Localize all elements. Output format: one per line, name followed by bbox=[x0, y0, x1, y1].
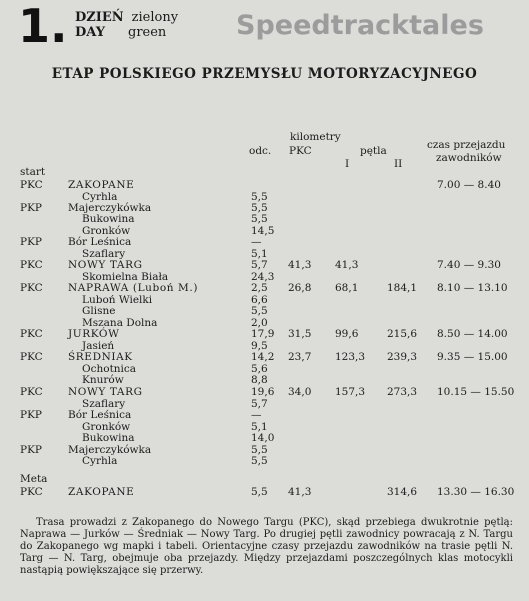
cell-type: PKP bbox=[20, 236, 42, 248]
cell-place: Bór Leśnica bbox=[68, 236, 132, 248]
cell-pkc: 26,8 bbox=[288, 282, 312, 294]
cell-type: PKC bbox=[20, 351, 43, 363]
header-time-1: czas przejazdu bbox=[427, 139, 506, 151]
cell-time: 10.15 — 15.50 bbox=[437, 386, 515, 398]
header-odc: odc. bbox=[249, 145, 272, 157]
cell-place: Mszana Dolna bbox=[82, 317, 158, 329]
cell-p2: 239,3 bbox=[387, 351, 418, 363]
stage-title: ETAP POLSKIEGO PRZEMYSŁU MOTORYZACYJNEGO bbox=[51, 66, 478, 82]
cell-place: Gronków bbox=[82, 421, 131, 433]
table-row bbox=[0, 454, 529, 468]
cell-time: 9.35 — 15.00 bbox=[437, 351, 508, 363]
cell-time: 8.10 — 13.10 bbox=[437, 282, 508, 294]
cell-place: Szaflary bbox=[82, 248, 126, 260]
cell-time: 7.00 — 8.40 bbox=[437, 179, 501, 191]
cell-place: Skomielna Biała bbox=[82, 271, 169, 283]
cell-type: PKC bbox=[20, 282, 43, 294]
cell-odc: 5,1 bbox=[251, 248, 268, 260]
cell-place: Knurów bbox=[82, 374, 124, 386]
cell-place: Bór Leśnica bbox=[68, 409, 132, 421]
cell-time: 7.40 — 9.30 bbox=[437, 259, 501, 271]
cell-odc: 24,3 bbox=[251, 271, 275, 283]
cell-pkc: 41,3 bbox=[288, 486, 312, 498]
cell-place: Bukowina bbox=[82, 213, 135, 225]
cell-odc: 5,5 bbox=[251, 202, 268, 214]
day-label-pl bbox=[75, 10, 178, 25]
brand-watermark: Speedtracktales bbox=[236, 10, 484, 41]
cell-p2: 184,1 bbox=[387, 282, 418, 294]
cell-place: Ochotnica bbox=[82, 363, 137, 375]
cell-odc: 9,5 bbox=[251, 340, 268, 352]
cell-odc: — bbox=[251, 409, 262, 421]
header-time-2: zawodników bbox=[436, 152, 502, 164]
cell-odc: 19,6 bbox=[251, 386, 275, 398]
cell-place: Szaflary bbox=[82, 398, 126, 410]
cell-odc: 6,6 bbox=[251, 294, 268, 306]
cell-p1: 123,3 bbox=[335, 351, 366, 363]
cell-odc: 5,5 bbox=[251, 486, 268, 498]
cell-pkc: 34,0 bbox=[288, 386, 312, 398]
route-note-text: Trasa prowadzi z Zakopanego do Nowego Targu (PKC), skąd przebiega dwukrotnie pętlą: Naprawa — Jurków — Średniak — Nowy Targ. Po drugiej pętli zawodnicy powracają z N. Targu do Zakopanego wg mapki i tabeli. Orientacyjne czasy przejazdu zawodników na trasie pętli N. Targ — N. Targ, obejmuje oba przejazdy. Między przejazdami poszczególnych klas motocykli nastąpią powiększające się przerwy. bbox=[20, 517, 513, 576]
cell-place: JURKÓW bbox=[68, 328, 120, 340]
cell-pkc: 41,3 bbox=[288, 259, 312, 271]
cell-odc: 5,7 bbox=[251, 398, 268, 410]
day-word-pl: DZIEŃ bbox=[75, 10, 124, 25]
cell-odc: 5,5 bbox=[251, 444, 268, 456]
cell-place: ZAKOPANE bbox=[68, 486, 135, 498]
cell-odc: 5,1 bbox=[251, 421, 268, 433]
cell-odc: 5,5 bbox=[251, 191, 268, 203]
cell-place: Majerczykówka bbox=[68, 444, 152, 456]
cell-odc: — bbox=[251, 236, 262, 248]
cell-time: 8.50 — 14.00 bbox=[437, 328, 508, 340]
header-petla: pętla bbox=[360, 145, 387, 157]
cell-place: Bukowina bbox=[82, 432, 135, 444]
cell-odc: 14,5 bbox=[251, 225, 275, 237]
cell-odc: 2,5 bbox=[251, 282, 268, 294]
cell-place: Majerczykówka bbox=[68, 202, 152, 214]
meta-label: Meta bbox=[20, 473, 48, 485]
cell-place: Gronków bbox=[82, 225, 131, 237]
cell-place: NOWY TARG bbox=[68, 259, 143, 271]
table-row bbox=[0, 485, 529, 499]
cell-odc: 14,0 bbox=[251, 432, 275, 444]
route-note bbox=[20, 517, 513, 577]
cell-place: NAPRAWA (Luboń M.) bbox=[68, 282, 199, 294]
cell-p1: 157,3 bbox=[335, 386, 366, 398]
cell-pkc: 31,5 bbox=[288, 328, 312, 340]
cell-odc: 5,5 bbox=[251, 305, 268, 317]
cell-p1: 99,6 bbox=[335, 328, 359, 340]
cell-odc: 8,8 bbox=[251, 374, 268, 386]
cell-place: Cyrhla bbox=[82, 455, 118, 467]
day-color-pl: zielony bbox=[131, 10, 179, 25]
cell-place: Cyrhla bbox=[82, 191, 118, 203]
cell-odc: 14,2 bbox=[251, 351, 275, 363]
cell-place: ŚREDNIAK bbox=[68, 351, 133, 363]
cell-time: 13.30 — 16.30 bbox=[437, 486, 515, 498]
header-kilometry: kilometry bbox=[290, 131, 341, 143]
cell-p1: 68,1 bbox=[335, 282, 359, 294]
day-number: 1. bbox=[18, 0, 68, 53]
header-loop-2: II bbox=[394, 158, 403, 170]
day-color-en: green bbox=[128, 25, 167, 40]
cell-odc: 5,5 bbox=[251, 213, 268, 225]
cell-p1: 41,3 bbox=[335, 259, 359, 271]
cell-type: PKC bbox=[20, 328, 43, 340]
cell-odc: 17,9 bbox=[251, 328, 275, 340]
cell-odc: 5,7 bbox=[251, 259, 268, 271]
cell-p2: 273,3 bbox=[387, 386, 418, 398]
cell-pkc: 23,7 bbox=[288, 351, 312, 363]
cell-odc: 5,6 bbox=[251, 363, 268, 375]
day-label-en bbox=[75, 25, 166, 40]
cell-type: PKP bbox=[20, 202, 42, 214]
cell-p2: 314,6 bbox=[387, 486, 418, 498]
day-word-en: DAY bbox=[75, 25, 105, 40]
cell-odc: 5,5 bbox=[251, 455, 268, 467]
cell-type: PKC bbox=[20, 259, 43, 271]
cell-place: NOWY TARG bbox=[68, 386, 143, 398]
cell-odc: 2,0 bbox=[251, 317, 268, 329]
cell-place: Luboń Wielki bbox=[82, 294, 153, 306]
cell-place: ZAKOPANE bbox=[68, 179, 135, 191]
cell-place: Jasień bbox=[82, 340, 115, 352]
cell-type: PKP bbox=[20, 444, 42, 456]
cell-p2: 215,6 bbox=[387, 328, 418, 340]
cell-type: PKP bbox=[20, 409, 42, 421]
header-loop-1: I bbox=[345, 158, 350, 170]
start-label: start bbox=[20, 166, 46, 178]
cell-type: PKC bbox=[20, 179, 43, 191]
header-pkc: PKC bbox=[289, 145, 312, 157]
cell-type: PKC bbox=[20, 486, 43, 498]
cell-type: PKC bbox=[20, 386, 43, 398]
cell-place: Glisne bbox=[82, 305, 116, 317]
